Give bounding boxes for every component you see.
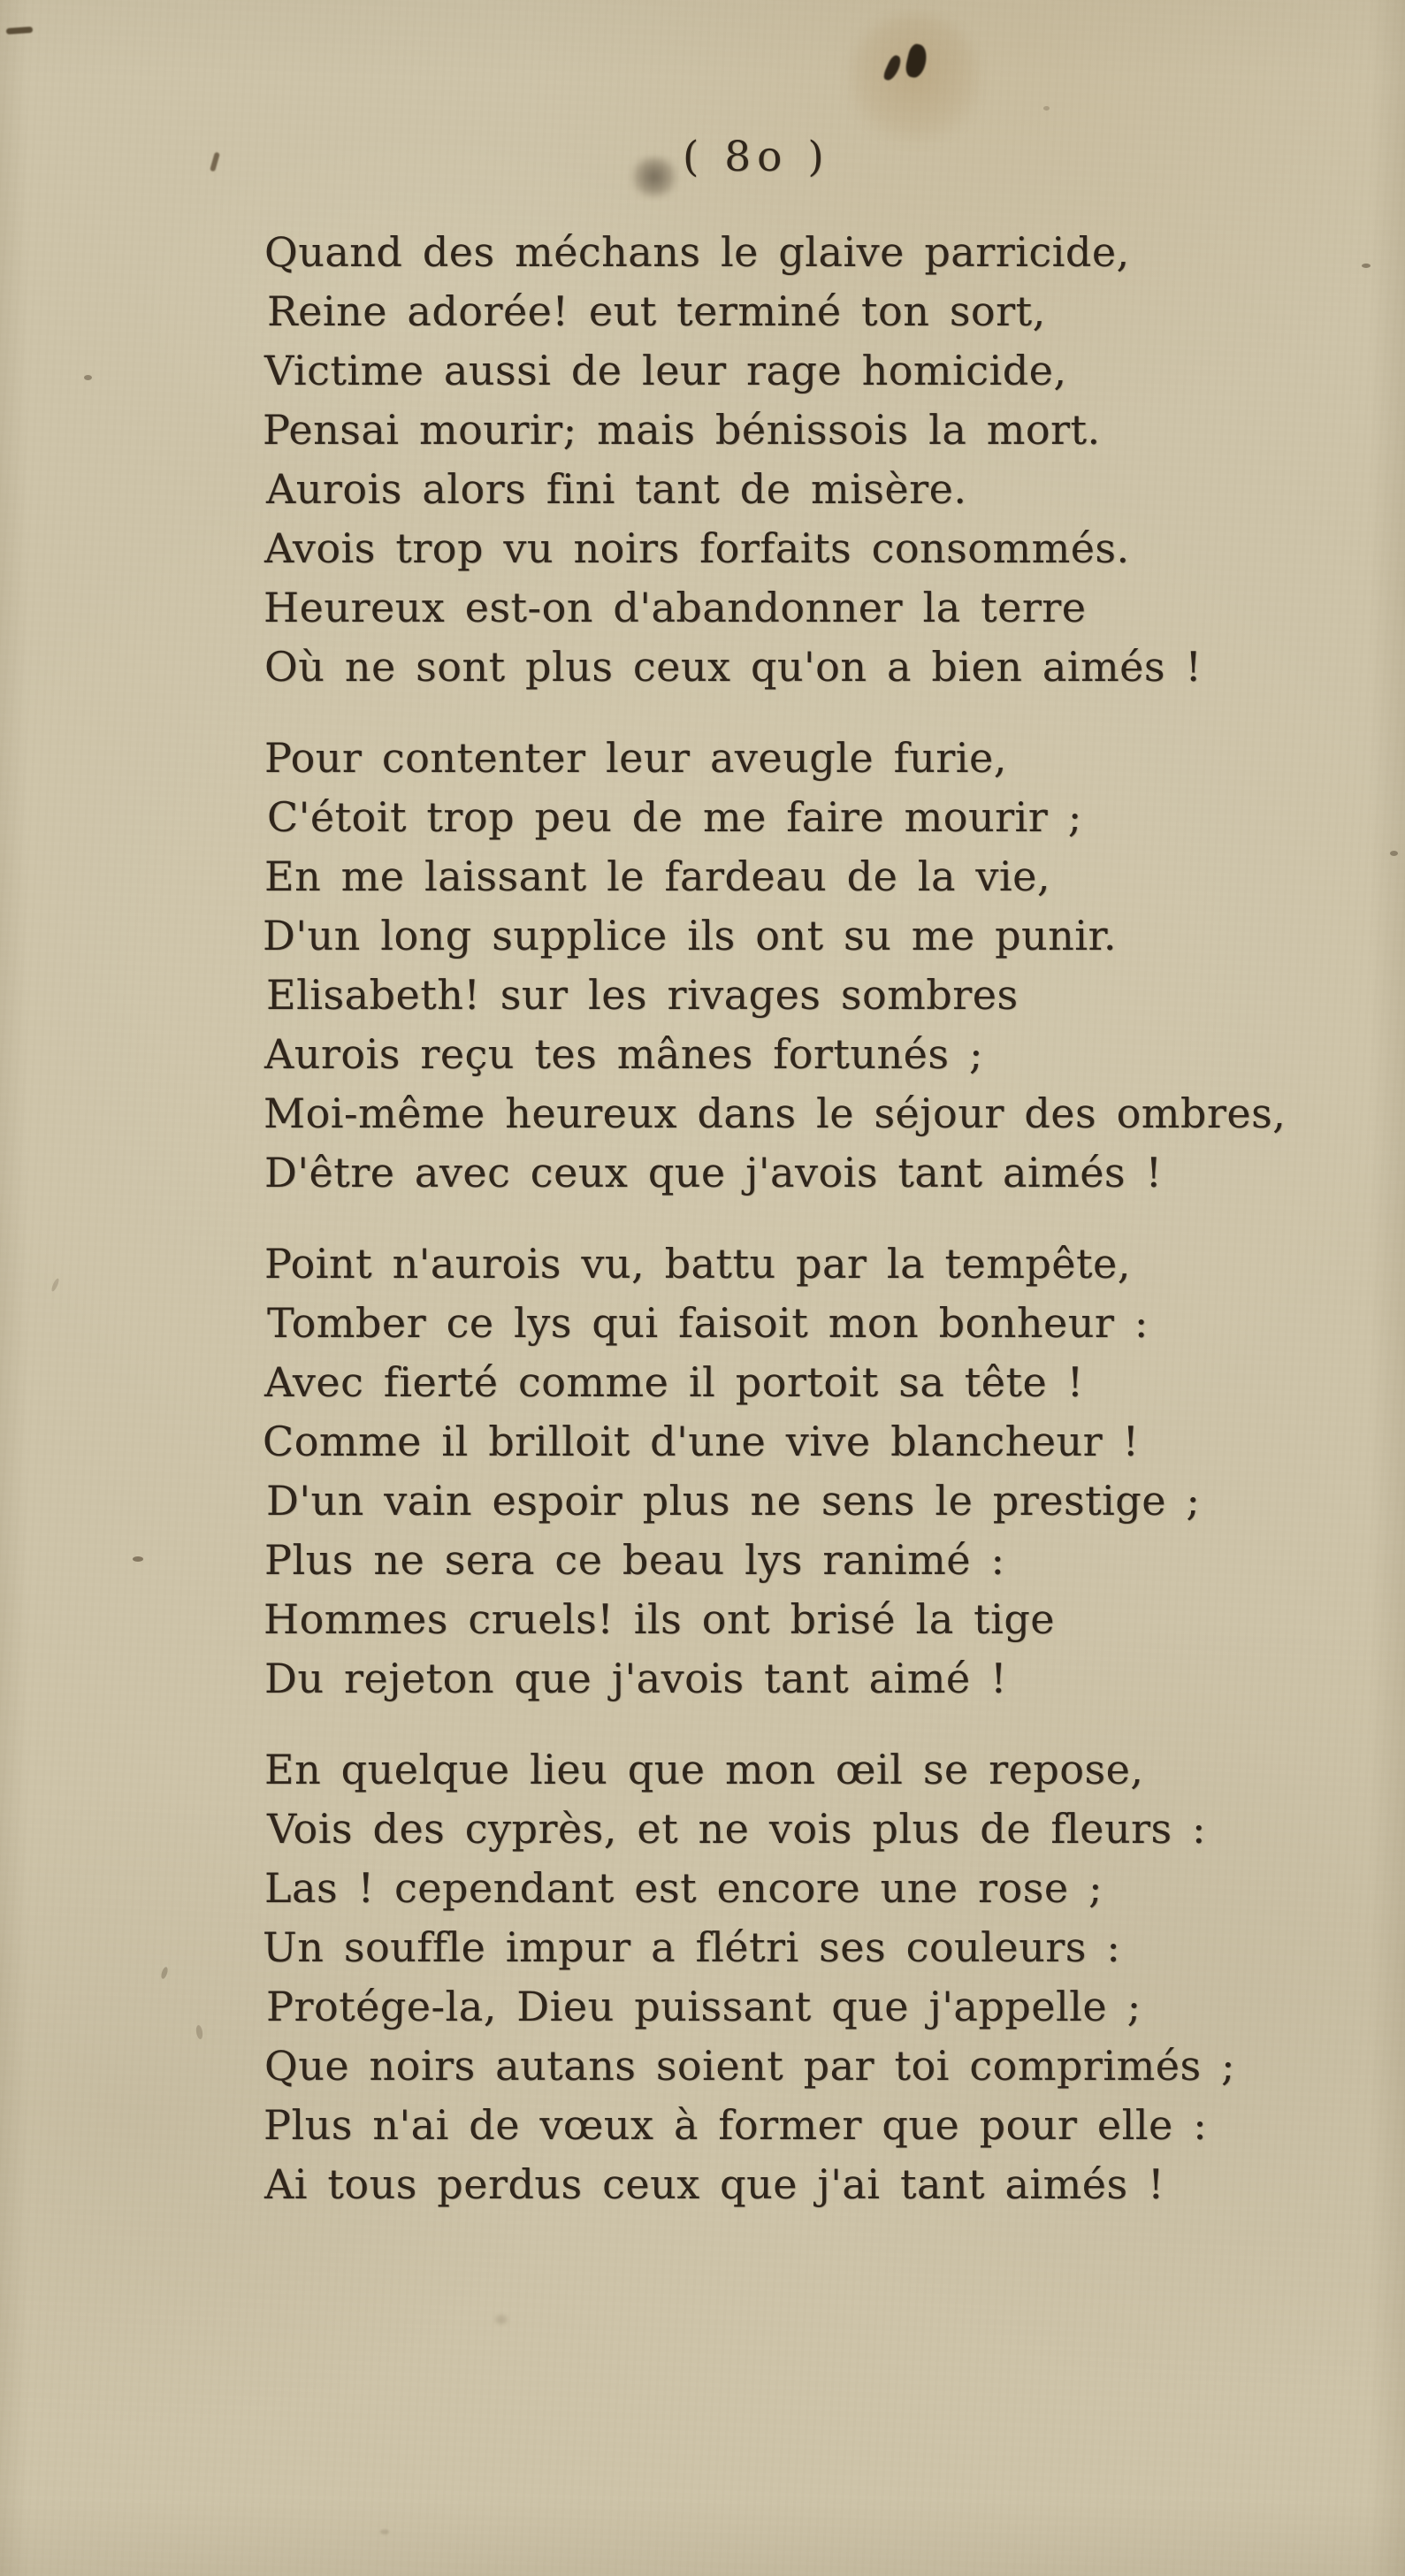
poem xyxy=(264,223,1286,2214)
poem-line: Elisabeth! sur les rivages sombres xyxy=(266,971,1019,1019)
poem-line: Victime aussi de leur rage homicide, xyxy=(264,347,1067,394)
poem-line: En quelque lieu que mon œil se repose, xyxy=(264,1746,1144,1793)
poem-line: Hommes cruels! ils ont brisé la tige xyxy=(263,1595,1055,1643)
poem-line: Las ! cependant est encore une rose ; xyxy=(264,1864,1103,1912)
poem-line: Heureux est-on d'abandonner la terre xyxy=(263,584,1087,631)
stanza-3 xyxy=(264,1234,1286,1708)
poem-line: D'être avec ceux que j'avois tant aimés ! xyxy=(264,1149,1163,1196)
page-number-header: ( 8o ) xyxy=(683,133,830,181)
paper-speck xyxy=(50,1278,60,1293)
paper-stain-top-right xyxy=(849,13,981,146)
poem-line: Quand des méchans le glaive parricide, xyxy=(264,228,1130,276)
poem-line: D'un long supplice ils ont su me punir. xyxy=(263,912,1118,959)
poem-line: En me laissant le fardeau de la vie, xyxy=(264,852,1050,900)
poem-line: Où ne sont plus ceux qu'on a bien aimés ! xyxy=(264,643,1203,691)
paper-speck xyxy=(160,1966,169,1979)
poem-line: Pour contenter leur aveugle furie, xyxy=(264,734,1007,782)
paper-speck xyxy=(380,2529,389,2534)
poem-line: Ai tous perdus ceux que j'ai tant aimés ! xyxy=(264,2160,1165,2208)
poem-line: Du rejeton que j'avois tant aimé ! xyxy=(264,1655,1008,1702)
poem-line: Plus ne sera ce beau lys ranimé : xyxy=(264,1536,1005,1584)
paper-speck xyxy=(1362,264,1371,268)
stanza-2 xyxy=(264,729,1286,1203)
poem-line: Tomber ce lys qui faisoit mon bonheur : xyxy=(267,1299,1149,1347)
stanza-4 xyxy=(264,1740,1286,2214)
poem-line: Pensai mourir; mais bénissois la mort. xyxy=(263,406,1101,454)
poem-line: Avec fierté comme il portoit sa tête ! xyxy=(264,1358,1084,1406)
paper-speck xyxy=(1043,106,1050,111)
poem-line: Un souffle impur a flétri ses couleurs : xyxy=(263,1923,1121,1971)
poem-line: Point n'aurois vu, battu par la tempête, xyxy=(264,1240,1131,1288)
ink-blot-stroke xyxy=(882,54,903,83)
poem-line: Comme il brilloit d'une vive blancheur ! xyxy=(263,1418,1140,1465)
poem-line: Protége-la, Dieu puissant que j'appelle ; xyxy=(266,1983,1142,2030)
poem-line: C'étoit trop peu de me faire mourir ; xyxy=(267,793,1082,841)
stanza-1 xyxy=(264,223,1286,697)
ink-tick xyxy=(210,152,220,172)
poem-line: Plus n'ai de vœux à former que pour elle : xyxy=(263,2101,1208,2149)
ink-dash-top-left xyxy=(6,27,33,34)
poem-line: D'un vain espoir plus ne sens le prestige ; xyxy=(266,1477,1201,1525)
paper-speck xyxy=(195,2024,204,2039)
poem-line: Vois des cyprès, et ne vois plus de fleurs : xyxy=(267,1805,1207,1853)
paper-speck xyxy=(1390,851,1398,856)
poem-line: Que noirs autans soient par toi comprimés ; xyxy=(264,2042,1236,2090)
poem-line: Aurois alors fini tant de misère. xyxy=(266,465,967,513)
poem-line: Avois trop vu noirs forfaits consommés. xyxy=(264,524,1130,572)
poem-line: Aurois reçu tes mânes fortunés ; xyxy=(264,1030,983,1078)
poem-line: Reine adorée! eut terminé ton sort, xyxy=(267,287,1046,335)
ink-smudge xyxy=(630,157,679,196)
ink-blot-stroke xyxy=(904,42,929,80)
paper-speck xyxy=(133,1556,143,1562)
paper-speck xyxy=(84,375,92,380)
poem-line: Moi-même heureux dans le séjour des ombres, xyxy=(263,1089,1287,1137)
paper-speck xyxy=(495,2315,508,2324)
